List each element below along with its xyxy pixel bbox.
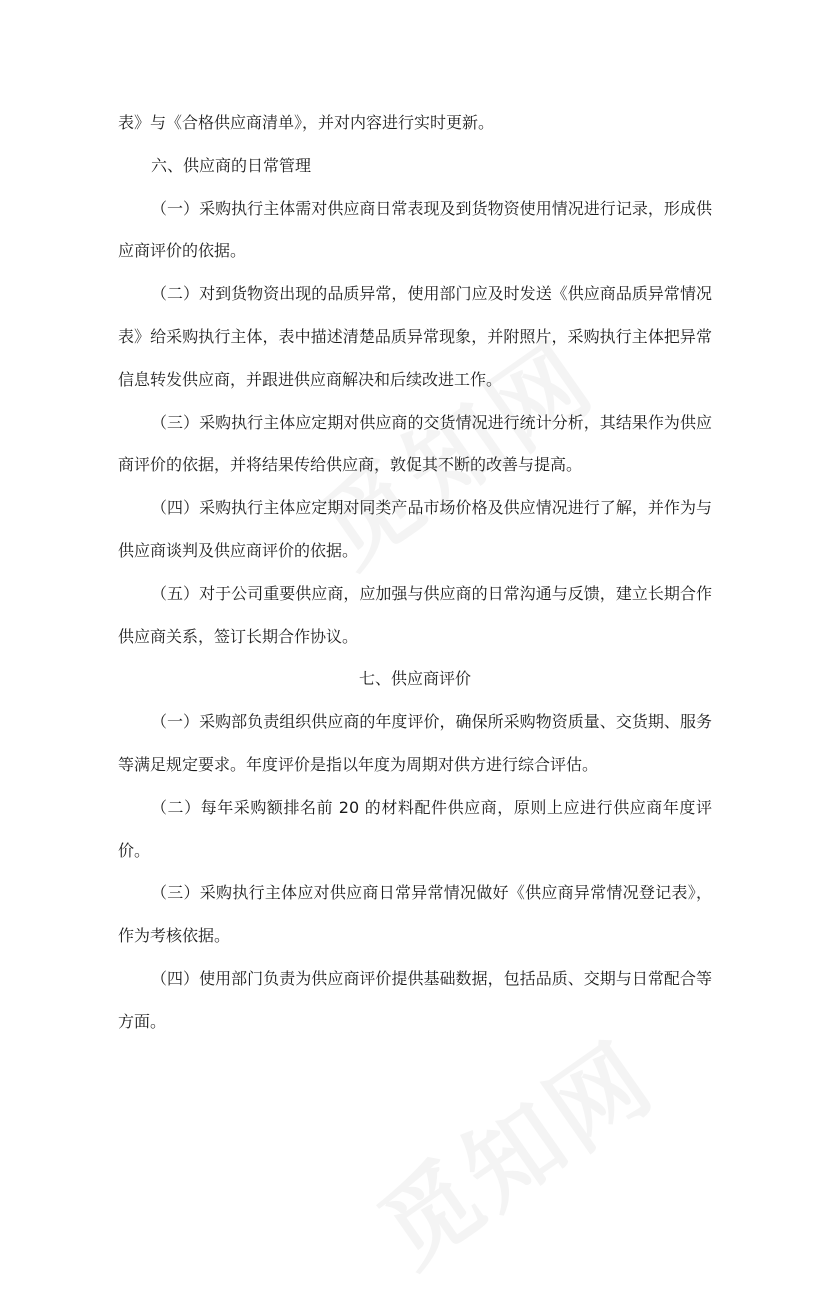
paragraph-6-3: （三）采购执行主体应定期对供应商的交货情况进行统计分析，其结果作为供应商评价的依据，并将结果传给供应商，敦促其不断的改善与提高。 [118,412,712,475]
paragraph-6-5: （五）对于公司重要供应商，应加强与供应商的日常沟通与反馈，建立长期合作供应商关系，签订长期合作协议。 [118,583,712,646]
paragraph-7-4: （四）使用部门负责为供应商评价提供基础数据，包括品质、交期与日常配合等方面。 [118,968,712,1031]
section-heading-6: 六、供应商的日常管理 [151,155,312,175]
paragraph-7-2: （二）每年采购额排名前 20 的材料配件供应商，原则上应进行供应商年度评价。 [118,797,712,860]
watermark [348,1005,677,1292]
document-body [118,102,712,1044]
paragraph-7-1: （一）采购部负责组织供应商的年度评价，确保所采购物资质量、交货期、服务等满足规定要求。年度评价是指以年度为周期对供方进行综合评估。 [118,712,712,774]
paragraph-continuation: 表》与《合格供应商清单》，并对内容进行实时更新。 [118,113,495,132]
paragraph-6-1: （一）采购执行主体需对供应商日常表现及到货物资使用情况进行记录，形成供应商评价的依据。 [118,198,712,261]
paragraph-7-3: （三）采购执行主体应对供应商日常异常情况做好《供应商异常情况登记表》，作为考核依据。 [118,883,712,946]
paragraph-6-4: （四）采购执行主体应定期对同类产品市场价格及供应情况进行了解，并作为与供应商谈判及供应商评价的依据。 [118,498,712,560]
section-heading-7: 七、供应商评价 [358,669,471,689]
paragraph-6-2: （二）对到货物资出现的品质异常，使用部门应及时发送《供应商品质异常情况表》给采购执行主体，表中描述清楚品质异常现象，并附照片，采购执行主体把异常信息转发供应商，并跟进供应商解决和后续改进工作。 [118,284,712,389]
